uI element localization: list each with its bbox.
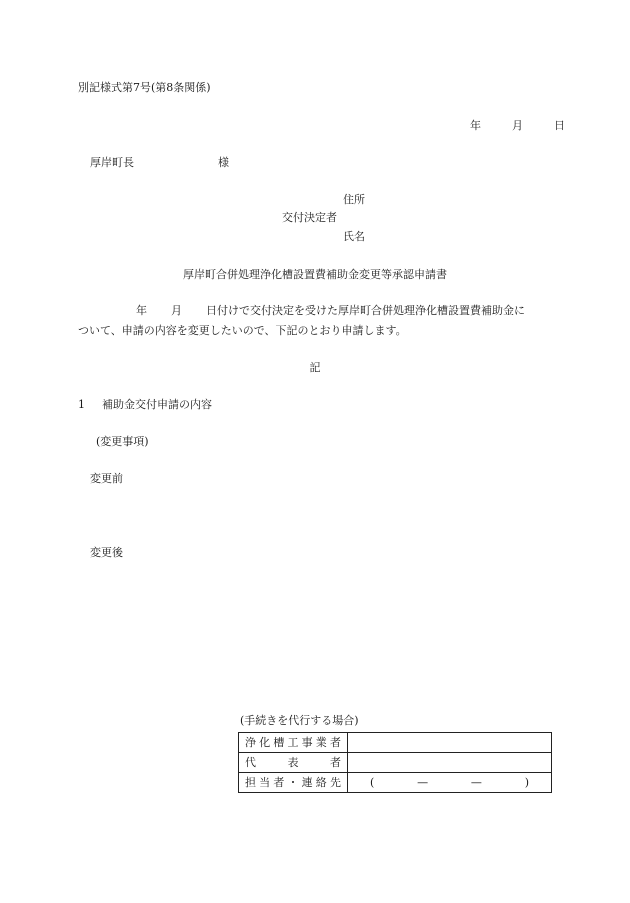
- date-year: 年: [470, 119, 481, 132]
- body-line2: ついて、申請の内容を変更したいので、下記のとおり申請します。: [78, 324, 407, 337]
- agent-row-contractor: [239, 733, 552, 753]
- agent-table: [238, 732, 552, 793]
- section1-heading: [78, 399, 212, 410]
- contractor-label: 浄 化 槽 工 事 業 者: [239, 733, 348, 753]
- applicant-role-label: 交付決定者: [282, 211, 337, 224]
- date-day: 日: [554, 119, 565, 132]
- document-title: 厚岸町合併処理浄化槽設置費補助金変更等承認申請書: [183, 268, 447, 281]
- form-number: 別記様式第7号(第8条関係): [78, 81, 211, 94]
- section1-number: 1: [78, 398, 85, 411]
- contact-label: 担 当 者 ・ 連 絡 先: [239, 773, 348, 793]
- phone-dash-1: —: [417, 776, 429, 789]
- section1-title: 補助金交付申請の内容: [102, 398, 212, 411]
- agent-row-representative: [239, 753, 552, 773]
- body-line1-rest: 日付けで交付決定を受けた厚岸町合併処理浄化槽設置費補助金に: [206, 304, 525, 317]
- before-label: 変更前: [90, 472, 123, 485]
- contractor-value-field[interactable]: [348, 733, 552, 753]
- phone-open-paren: (: [370, 776, 375, 789]
- body-paragraph: [78, 301, 552, 341]
- agent-caption: (手続きを代行する場合): [240, 714, 359, 727]
- addressee-honorific: 様: [218, 156, 229, 169]
- addressee-name: 厚岸町長: [90, 156, 134, 169]
- body-year: 年: [136, 304, 147, 317]
- agent-row-contact: [239, 773, 552, 793]
- date-month: 月: [512, 119, 523, 132]
- applicant-address-label: 住所: [343, 193, 365, 206]
- contact-phone-field[interactable]: [348, 773, 552, 793]
- after-label: 変更後: [90, 546, 123, 559]
- change-items-label: (変更事項): [96, 435, 149, 448]
- representative-label: 代 表 者: [239, 753, 348, 773]
- phone-dash-2: —: [470, 776, 482, 789]
- body-month: 月: [171, 304, 182, 317]
- date-line: [470, 120, 565, 131]
- ki-heading: 記: [309, 361, 321, 374]
- phone-close-paren: ): [524, 776, 529, 789]
- applicant-name-label: 氏名: [343, 230, 365, 243]
- representative-value-field[interactable]: [348, 753, 552, 773]
